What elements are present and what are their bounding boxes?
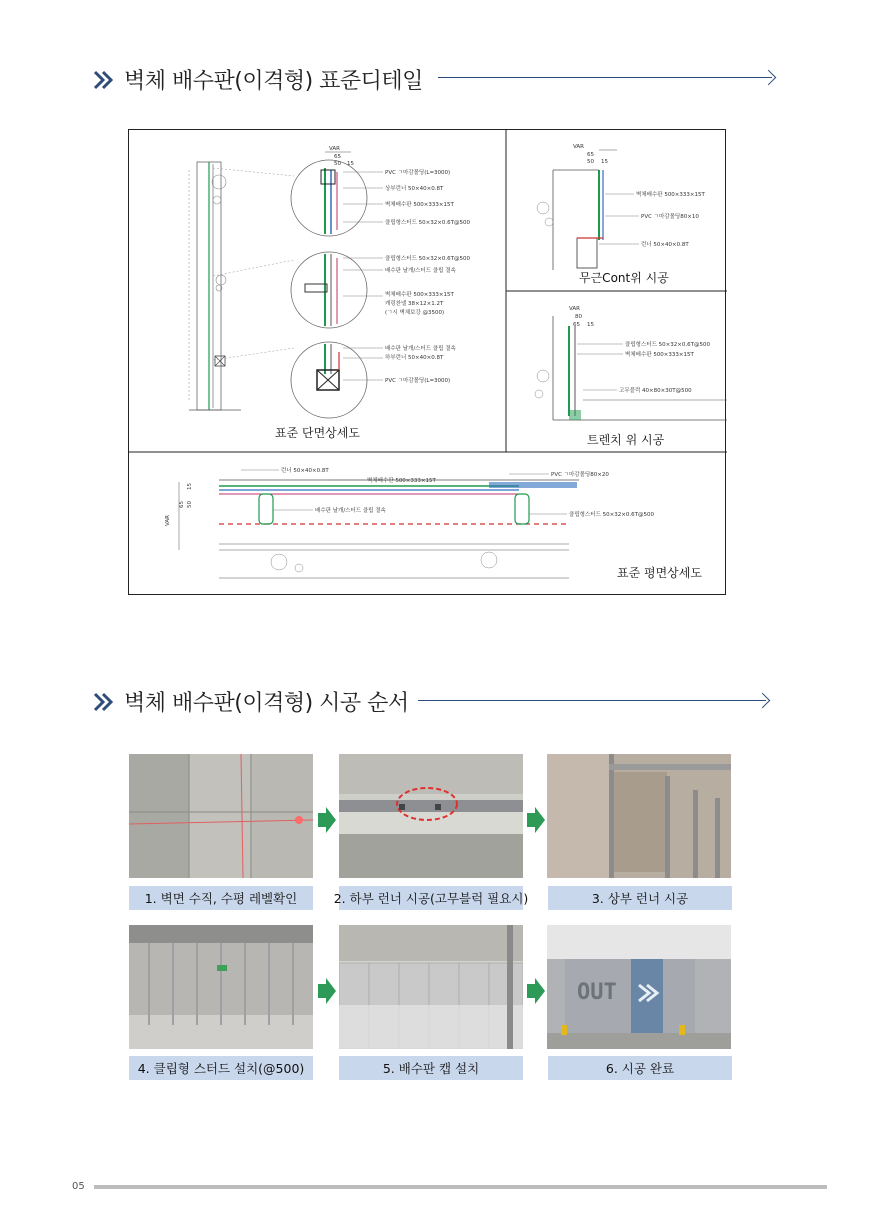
plan-note-5: 클립형스터드 50×32×0.6T@500 [569,512,654,518]
trench-dim-15: 15 [587,322,594,328]
step-caption-4: 4. 클립형 스터드 설치(@500) [129,1056,313,1080]
section-note-4: 클립형스터드 50×32×0.6T@500 [385,220,470,226]
step-caption-6: 6. 시공 완료 [548,1056,732,1080]
trench-note-2: 벽체배수판 500×333×15T [625,352,694,358]
step-caption-3: 3. 상부 런너 시공 [548,886,732,910]
double-chevron-icon [92,690,116,714]
section-header-detail [92,64,423,95]
section-note-11: 하부런너 50×40×0.8T [385,355,444,361]
trench-dim-var: VAR [569,306,580,312]
step-photo-2 [339,754,523,878]
step-caption-5: 5. 배수판 캡 설치 [339,1056,523,1080]
step-photo-6 [547,925,731,1049]
section-divider [418,700,766,701]
section-title: 벽체 배수판(이격형) 시공 순서 [124,691,409,716]
trench-drawing-title: 트렌치 위 시공 [587,433,665,447]
next-step-arrow-icon [318,978,336,1004]
next-step-arrow-icon [527,807,545,833]
page-number: 05 [72,1181,85,1192]
cont-dim-15: 15 [601,159,608,165]
step-caption-2: 2. 하부 런너 시공(고무블럭 필요시) [339,886,523,910]
cont-note-3: 런너 50×40×0.8T [641,242,689,248]
plan-drawing-title: 표준 평면상세도 [617,566,702,580]
section-title: 벽체 배수판(이격형) 표준디테일 [124,69,423,94]
plan-dim-65: 65 [179,501,185,508]
section-note-12: PVC ㄱ마감몰딩(L=3000) [385,378,451,384]
trench-dim-65: 65 [573,322,580,328]
step-photo-3 [547,754,731,878]
out-sign-text: OUT [577,980,617,1005]
section-note-7: 벽체배수판 500×333×15T [385,292,454,298]
section-header-process [92,686,409,717]
cont-dim-65: 65 [587,152,594,158]
dim-15: 15 [347,161,354,167]
section-note-5: 클립형스터드 50×32×0.6T@500 [385,256,470,262]
plan-dim-50: 50 [187,501,193,508]
section-note-1: PVC ㄱ마감몰딩(L=3000) [385,170,451,176]
trench-dim-80: 80 [575,314,582,320]
plan-note-3: PVC ㄱ마감몰딩80×20 [551,472,609,478]
step-photo-5 [339,925,523,1049]
plan-dim-var: VAR [165,515,171,526]
section-drawing-title: 표준 단면상세도 [275,426,360,440]
next-step-arrow-icon [318,807,336,833]
next-step-arrow-icon [527,978,545,1004]
trench-note-3: 고무블럭 40×80×30T@500 [619,388,692,394]
detail-drawing [128,129,726,595]
double-chevron-icon [92,68,116,92]
section-note-6: 배수판 날개/스터드 클립 결속 [385,268,456,274]
section-note-2: 상부런너 50×40×0.8T [385,186,444,192]
step-photo-1 [129,754,313,878]
step-caption-1: 1. 벽면 수직, 수평 레벨확인 [129,886,313,910]
step-photo-4 [129,925,313,1049]
section-note-3: 벽체배수판 500×333×15T [385,202,454,208]
plan-note-2: 벽체배수판 500×333×15T [367,478,436,484]
drawing-linework [129,130,727,596]
trench-note-1: 클립형스터드 50×32×0.6T@500 [625,342,710,348]
cont-drawing-title: 무근Cont위 시공 [579,271,669,285]
dim-65: 65 [334,154,341,160]
section-divider [438,77,772,78]
plan-note-1: 런너 50×40×0.8T [281,468,329,474]
cont-note-1: 벽체배수판 500×333×15T [636,192,705,198]
dim-var: VAR [329,146,340,152]
plan-dim-15: 15 [187,483,193,490]
cont-dim-var: VAR [573,144,584,150]
section-note-10: 배수판 날개/스터드 클립 결속 [385,346,456,352]
plan-note-4: 배수판 날개/스터드 클립 결속 [315,508,386,514]
arrow-right-icon [761,70,777,86]
section-note-9: (ㄱ시 벽체보강 @3500) [385,310,445,316]
section-note-8: 캐링찬넬 38×12×1.2T [385,301,444,307]
footer-bar [94,1185,827,1189]
cont-note-2: PVC ㄱ마감몰딩80×10 [641,214,699,220]
dim-50: 50 [334,161,341,167]
cont-dim-50: 50 [587,159,594,165]
arrow-right-icon [755,693,771,709]
